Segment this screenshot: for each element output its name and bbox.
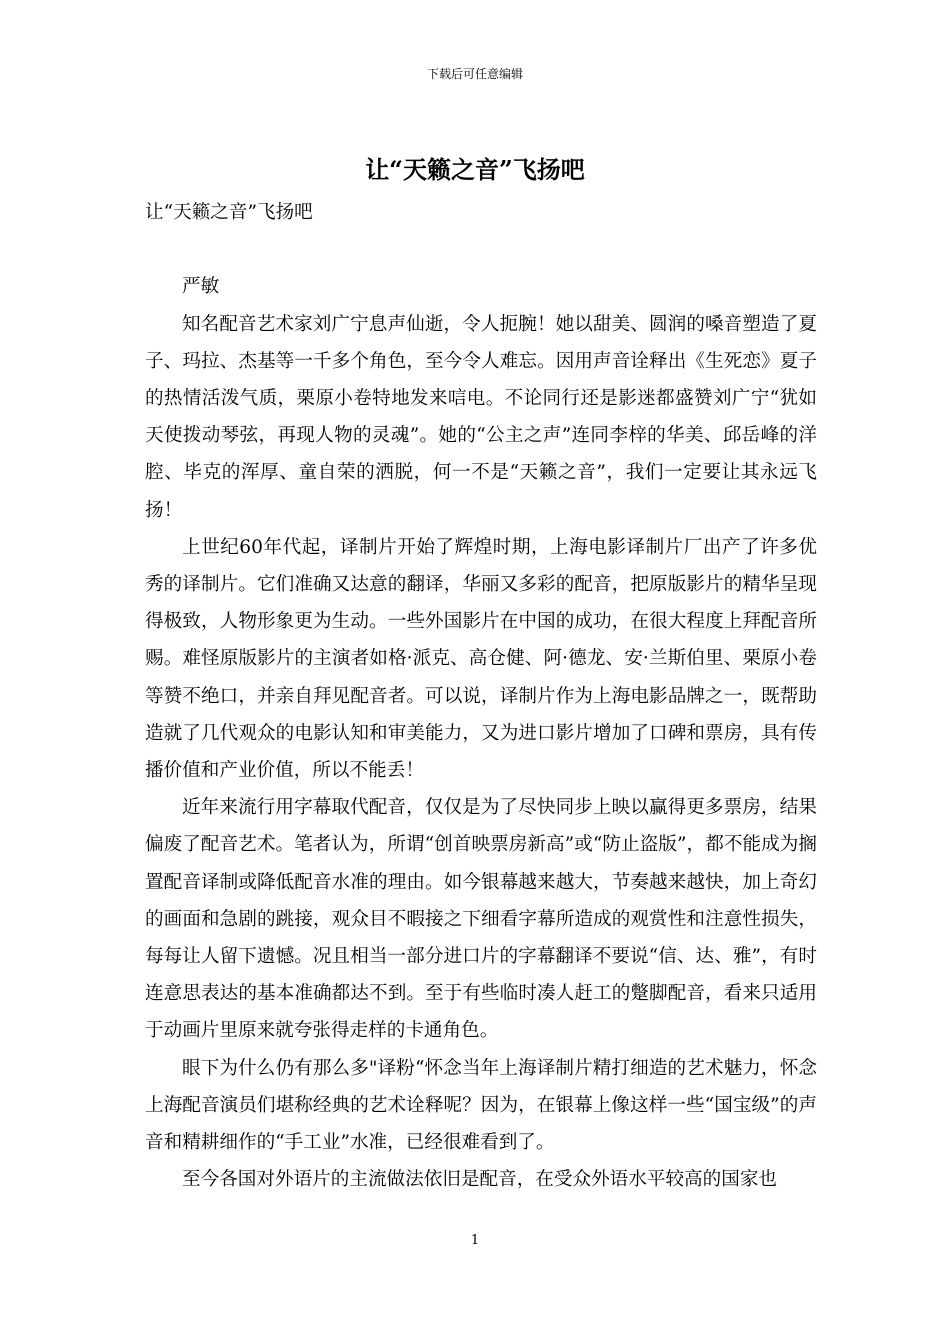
author-name: 严敏	[182, 276, 220, 298]
body-paragraph-3: 近年来流行用字幕取代配音，仅仅是为了尽快同步上映以赢得更多票房，结果偏废了配音艺术。笔者认为，所谓“创首映票房新高”或“防止盗版”，都不能成为搁置配音译制或降低配音水准的理由。如今银幕越来越大，节奏越来越快，加上奇幻的画面和急剧的跳接，观众目不暇接之下细看字幕所造成的观赏性和注意性损失，每每让人留下遗憾。况且相当一部分进口片的字幕翻译不要说“信、达、雅”，有时连意思表达的基本准确都达不到。至于有些临时凑人赶工的蹩脚配音，看来只适用于动画片里原来就夸张得走样的卡通角色。	[145, 797, 817, 1042]
page-number: 1	[470, 1233, 480, 1248]
body-paragraph-2: 上世纪60年代起，译制片开始了辉煌时期，上海电影译制片厂出产了许多优秀的译制片。它们准确又达意的翻译，华丽又多彩的配音，把原版影片的精华呈现得极致，人物形象更为生动。一些外国影片在中国的成功，在很大程度上拜配音所赐。难怪原版影片的主演者如格·派克、高仓健、阿·德龙、安·兰斯伯里、栗原小卷等赞不绝口，并亲自拜见配音者。可以说，译制片作为上海电影品牌之一，既帮助造就了几代观众的电影认知和审美能力，又为进口影片增加了口碑和票房，具有传播价值和产业价值，所以不能丢！	[145, 536, 817, 782]
page-header-note: 下载后可任意编辑	[426, 67, 523, 81]
document-subtitle: 让“天籁之音”飞扬吧	[145, 202, 313, 223]
document-title: 让“天籁之音”飞扬吧	[365, 155, 585, 184]
body-paragraph-5: 至今各国对外语片的主流做法依旧是配音，在受众外语水平较高的国家也	[182, 1169, 778, 1191]
blank-line	[145, 231, 817, 268]
document-body	[145, 194, 817, 1198]
body-paragraph-4: 眼下为什么仍有那么多"译粉“怀念当年上海译制片精打细造的艺术魅力，怀念上海配音演员们堪称经典的艺术诠释呢？因为，在银幕上像这样一些“国宝级”的声音和精耕细作的“手工业”水准，已经很难看到了。	[145, 1057, 817, 1154]
body-paragraph-1: 知名配音艺术家刘广宁息声仙逝，令人扼腕！她以甜美、圆润的嗓音塑造了夏子、玛拉、杰基等一千多个角色，至今令人难忘。因用声音诠释出《生死恋》夏子的热情活泼气质，栗原小卷特地发来唁电。不论同行还是影迷都盛赞刘广宁“犹如天使拨动琴弦，再现人物的灵魂”。她的“公主之声”连同李梓的华美、邱岳峰的洋腔、毕克的浑厚、童自荣的洒脱，何一不是“天籁之音”，我们一定要让其永远飞扬！	[145, 313, 817, 521]
